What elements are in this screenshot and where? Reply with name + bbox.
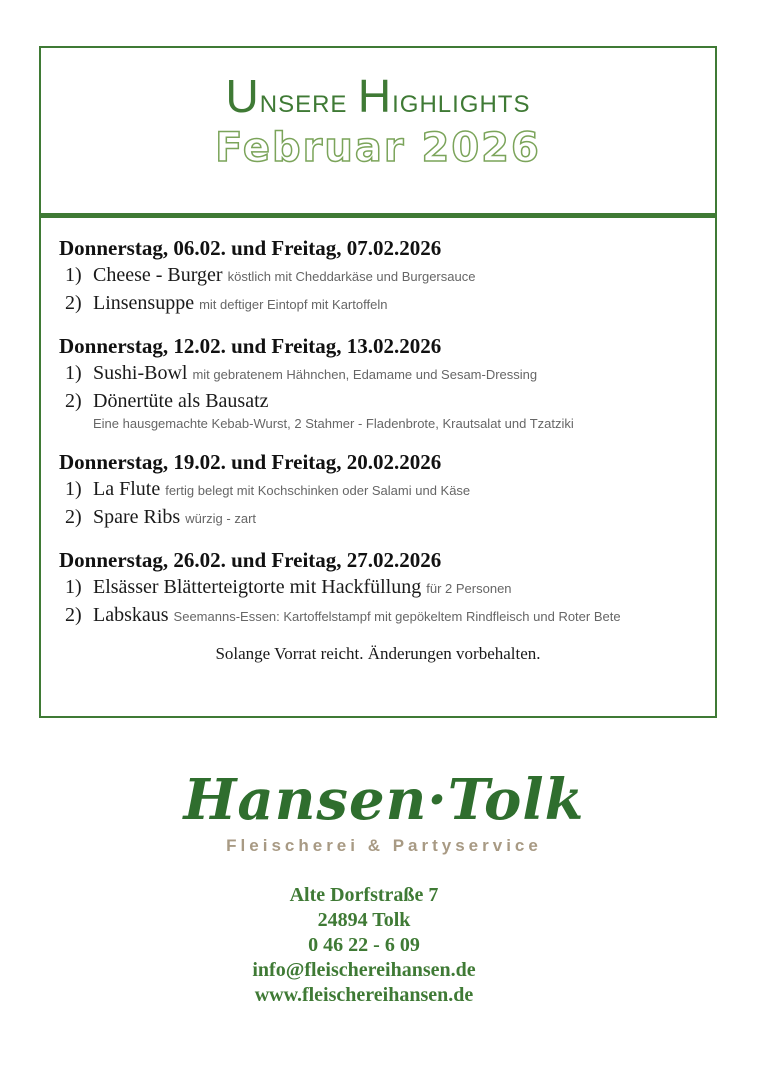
- item-desc: für 2 Personen: [426, 581, 512, 596]
- day-title: Donnerstag, 06.02. und Freitag, 07.02.2026: [59, 236, 442, 260]
- item-desc: Eine hausgemachte Kebab-Wurst, 2 Stahmer - Fladenbrote, Krautsalat und Tzatziki: [93, 416, 574, 431]
- menu-content: [41, 218, 715, 664]
- day-block: [59, 448, 715, 532]
- address-email[interactable]: info@fleischereihansen.de: [252, 959, 476, 981]
- day-block: [59, 546, 715, 630]
- item-desc: fertig belegt mit Kochschinken oder Salami und Käse: [165, 483, 471, 498]
- menu-item: 2) Linsensuppe mit deftiger Eintopf mit Kartoffeln: [65, 292, 388, 314]
- item-name: Spare Ribs: [93, 506, 181, 528]
- menu-item: 1) Sushi-Bowl mit gebratenem Hähnchen, Edamame und Sesam-Dressing: [65, 362, 538, 384]
- day-title: Donnerstag, 12.02. und Freitag, 13.02.2026: [59, 334, 442, 358]
- address-street: Alte Dorfstraße 7: [289, 884, 439, 906]
- day-title: Donnerstag, 19.02. und Freitag, 20.02.2026: [59, 450, 442, 474]
- item-name: La Flute: [93, 478, 161, 500]
- menu-item: 1) Elsässer Blätterteigtorte mit Hackfüllung für 2 Personen: [65, 576, 512, 598]
- menu-item: 1) Cheese - Burger köstlich mit Cheddarkäse und Burgersauce: [65, 264, 476, 286]
- menu-item: 2) Spare Ribs würzig - zart: [65, 506, 257, 528]
- menu-item: 2) Dönertüte als Bausatz: [65, 390, 269, 412]
- item-name: Cheese - Burger: [93, 264, 223, 286]
- menu-item: 2) Labskaus Seemanns-Essen: Kartoffelstampf mit gepökeltem Rindfleisch und Roter Bete: [65, 604, 621, 626]
- disclaimer-note: Solange Vorrat reicht. Änderungen vorbehalten.: [215, 644, 541, 663]
- day-title: Donnerstag, 26.02. und Freitag, 27.02.2026: [59, 548, 442, 572]
- item-desc: würzig - zart: [185, 511, 257, 526]
- address-city: 24894 Tolk: [317, 909, 411, 931]
- logo-wordmark: Hansen·Tolk: [183, 767, 585, 833]
- day-block: [59, 332, 715, 434]
- logo-tagline: Fleischerei & Partyservice: [226, 836, 542, 855]
- day-block: [59, 234, 715, 318]
- highlights-frame: [39, 46, 717, 718]
- company-logo: [0, 768, 768, 856]
- menu-item: 1) La Flute fertig belegt mit Kochschinken oder Salami und Käse: [65, 478, 471, 500]
- address-phone: 0 46 22 - 6 09: [308, 934, 420, 956]
- item-desc: mit deftiger Eintopf mit Kartoffeln: [199, 297, 388, 312]
- item-name: Sushi-Bowl: [93, 362, 188, 384]
- item-name: Linsensuppe: [93, 292, 195, 314]
- address-web[interactable]: www.fleischereihansen.de: [254, 984, 474, 1006]
- header: [41, 48, 715, 218]
- page-title: Unsere Highlights: [225, 70, 531, 122]
- page-subtitle: Februar 2026: [215, 125, 541, 171]
- contact-address: [0, 883, 728, 1008]
- item-name: Elsässer Blätterteigtorte mit Hackfüllung: [93, 576, 422, 598]
- item-name: Dönertüte als Bausatz: [93, 390, 269, 412]
- item-desc: Seemanns-Essen: Kartoffelstampf mit gepökeltem Rindfleisch und Roter Bete: [173, 609, 621, 624]
- item-name: Labskaus: [93, 604, 169, 626]
- item-desc: köstlich mit Cheddarkäse und Burgersauce: [227, 269, 476, 284]
- item-desc: mit gebratenem Hähnchen, Edamame und Sesam-Dressing: [192, 367, 538, 382]
